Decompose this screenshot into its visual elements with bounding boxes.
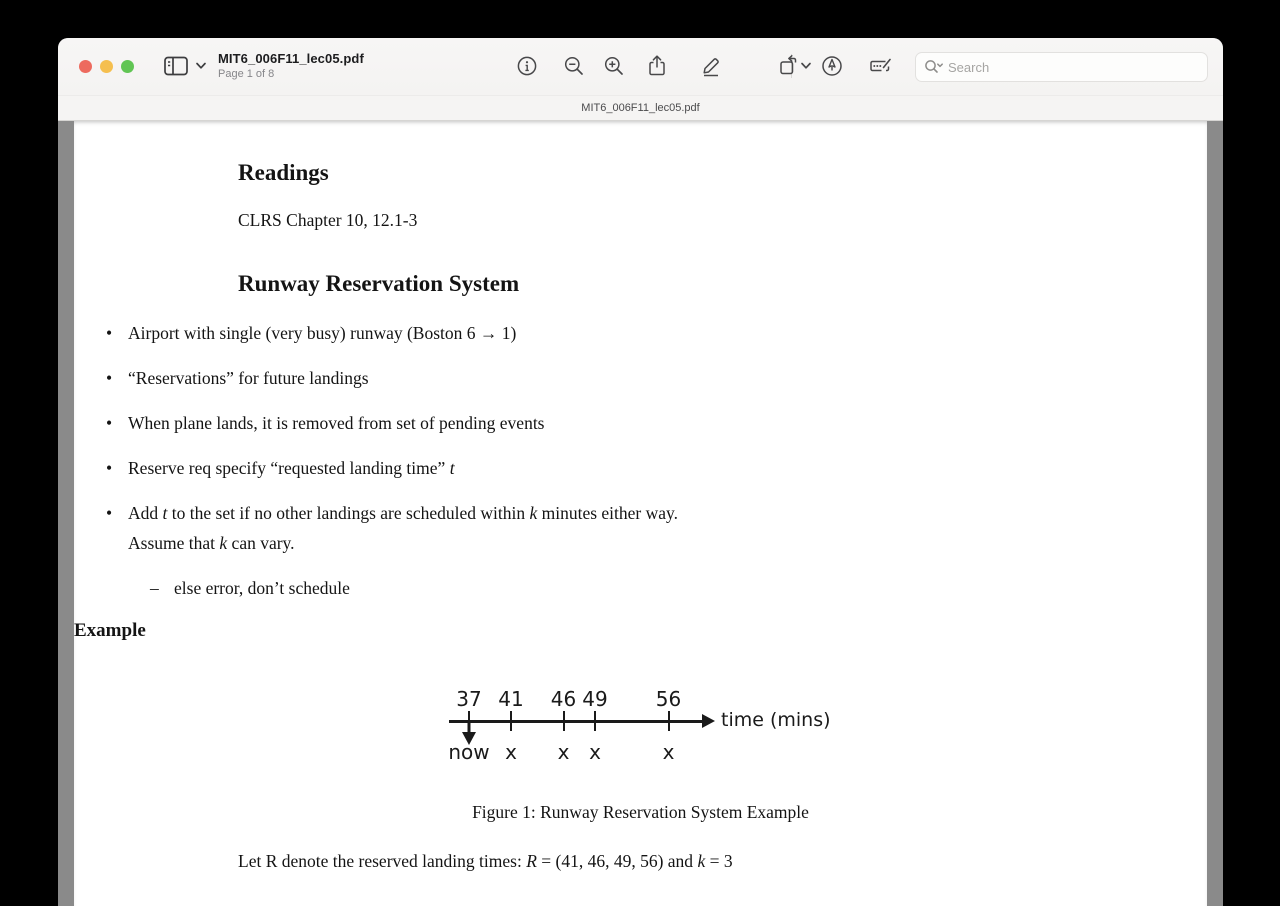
bullet-item: – else error, don’t schedule: [74, 573, 1074, 603]
timeline-axis-label: time (mins): [721, 709, 831, 731]
titlebar: [58, 38, 1223, 95]
tick-mark: [510, 711, 512, 731]
draw-button[interactable]: [820, 54, 844, 78]
readings-body: CLRS Chapter 10, 12.1-3: [238, 210, 418, 230]
bullet-item: • “Reservations” for future landings: [74, 363, 1028, 393]
share-icon: [646, 54, 668, 78]
tick-value-label: 37: [456, 687, 482, 711]
page-indicator: Page 1 of 8: [218, 68, 275, 80]
rotate-button[interactable]: [777, 54, 801, 78]
zoom-out-icon: [563, 55, 585, 77]
figure-caption: Figure 1: Runway Reservation System Example: [472, 802, 809, 822]
minimize-button[interactable]: [100, 60, 113, 73]
maximize-button[interactable]: [121, 60, 134, 73]
sidebar-toggle-button[interactable]: [163, 55, 189, 77]
closing-line: Let R denote the reserved landing times: R = (41, 46, 49, 56) and k = 3: [238, 851, 733, 871]
info-button[interactable]: [516, 55, 538, 77]
tick-value-label: 49: [582, 687, 608, 711]
draw-icon: [820, 54, 844, 78]
zoom-in-icon: [603, 55, 625, 77]
search-input[interactable]: [944, 60, 1207, 75]
title-block: [218, 51, 364, 80]
bullet-marker: •: [106, 458, 113, 478]
tick-mark: [563, 711, 565, 731]
close-button[interactable]: [79, 60, 92, 73]
preview-window: [58, 38, 1223, 906]
search-icon: [924, 59, 944, 75]
tab-title: MIT6_006F11_lec05.pdf: [581, 102, 700, 114]
now-label: now: [448, 740, 490, 764]
landing-x-label: x: [589, 740, 601, 764]
example-heading: Example: [74, 620, 146, 641]
search-field[interactable]: [915, 52, 1208, 82]
landing-x-label: x: [662, 740, 675, 764]
section-heading: Runway Reservation System: [238, 271, 520, 296]
now-arrowhead-icon: [462, 732, 476, 745]
zoom-out-button[interactable]: [563, 55, 585, 77]
tick-value-label: 56: [655, 687, 682, 711]
share-button[interactable]: [646, 54, 668, 78]
bullet-item: • Add t to the set if no other landings are scheduled within k minutes either way. Assume that k can vary.: [74, 498, 1028, 558]
landing-x-label: x: [557, 740, 570, 764]
bullet-marker: –: [150, 578, 159, 598]
tick-mark: [594, 711, 596, 731]
tick-value-label: 46: [550, 687, 577, 711]
zoom-in-button[interactable]: [603, 55, 625, 77]
sidebar-icon: [163, 55, 189, 77]
tick-value-label: 41: [498, 687, 524, 711]
info-icon: [516, 55, 538, 77]
sidebar-chevron-icon: [195, 62, 207, 70]
form-fill-button[interactable]: [868, 54, 894, 78]
document-tab-bar: [58, 95, 1223, 121]
bullet-marker: •: [106, 368, 113, 388]
form-fill-icon: [868, 54, 894, 78]
markup-button[interactable]: [699, 54, 723, 78]
bullet-item: • Reserve req specify “requested landing time” t: [74, 453, 1028, 483]
pdf-page: [74, 121, 1207, 906]
markup-pencil-icon: [699, 54, 723, 78]
timeline-axis: [449, 720, 704, 723]
markup-chevron-icon: [800, 62, 812, 70]
markup-options-button[interactable]: [800, 62, 812, 70]
bullet-marker: •: [106, 503, 113, 523]
pdf-content-area[interactable]: [58, 121, 1223, 906]
landing-x-label: x: [505, 740, 517, 764]
pdf-document-text: [74, 121, 1207, 873]
readings-heading: Readings: [238, 160, 329, 185]
tick-mark: [668, 711, 670, 731]
bullet-item: • When plane lands, it is removed from set of pending events: [74, 408, 1028, 438]
window-title: MIT6_006F11_lec05.pdf: [218, 51, 364, 66]
bullet-marker: •: [106, 323, 113, 343]
bullet-item: • Airport with single (very busy) runway (Boston 6 → 1): [74, 318, 1028, 348]
rotate-icon: [777, 54, 801, 78]
sidebar-menu-chevron[interactable]: [195, 62, 207, 70]
timeline-figure: [449, 685, 879, 770]
bullet-marker: •: [106, 413, 113, 433]
bullet-list: [74, 318, 1207, 603]
timeline-arrowhead-icon: [702, 714, 715, 728]
traffic-lights: [79, 60, 134, 73]
